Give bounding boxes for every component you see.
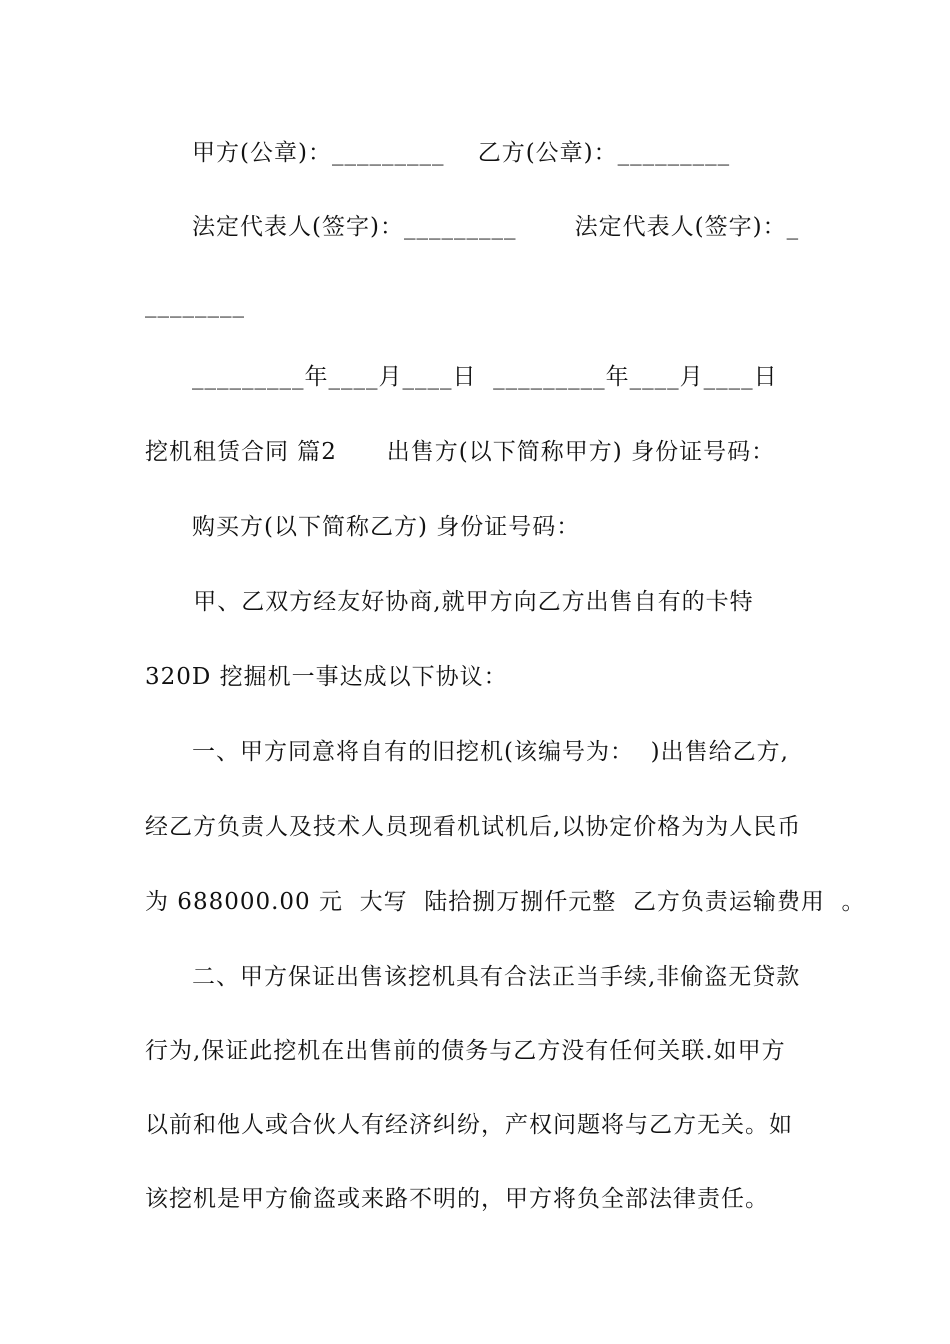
clause-1-line-2: 经乙方负责人及技术人员现看机试机后,以协定价格为为人民币	[145, 814, 802, 840]
signature-blank-continuation: ________	[145, 292, 245, 318]
date-line: _________年____月____日 _________年____月____日	[192, 364, 778, 390]
buyer-line: 购买方(以下简称乙方) 身份证号码：	[192, 514, 581, 540]
clause-2-line-1: 二、甲方保证出售该挖机具有合法正当手续,非偷盗无贷款	[192, 964, 801, 990]
clause-2-line-4: 该挖机是甲方偷盗或来路不明的，甲方将负全部法律责任。	[145, 1186, 769, 1212]
agreement-intro-line: 甲、乙双方经友好协商,就甲方向乙方出售自有的卡特	[185, 589, 754, 615]
agreement-intro-continuation: 320D 挖掘机一事达成以下协议：	[145, 664, 508, 690]
seal-line: 甲方(公章)：_________ 乙方(公章)：_________	[192, 140, 731, 166]
clause-1-line-1: 一、甲方同意将自有的旧挖机(该编号为： )出售给乙方,	[192, 739, 789, 765]
clause-2-line-3: 以前和他人或合伙人有经济纠纷，产权问题将与乙方无关。如	[145, 1112, 793, 1138]
contract-heading-line: 挖机租赁合同 篇2 出售方(以下简称甲方) 身份证号码：	[145, 439, 776, 465]
legal-representative-line: 法定代表人(签字)：_________ 法定代表人(签字)：_	[192, 214, 800, 240]
clause-2-line-2: 行为,保证此挖机在出售前的债务与乙方没有任何关联.如甲方	[145, 1038, 786, 1064]
clause-1-line-3: 为 688000.00 元 大写 陆拾捌万捌仟元整 乙方负责运输费用 。	[145, 889, 866, 915]
